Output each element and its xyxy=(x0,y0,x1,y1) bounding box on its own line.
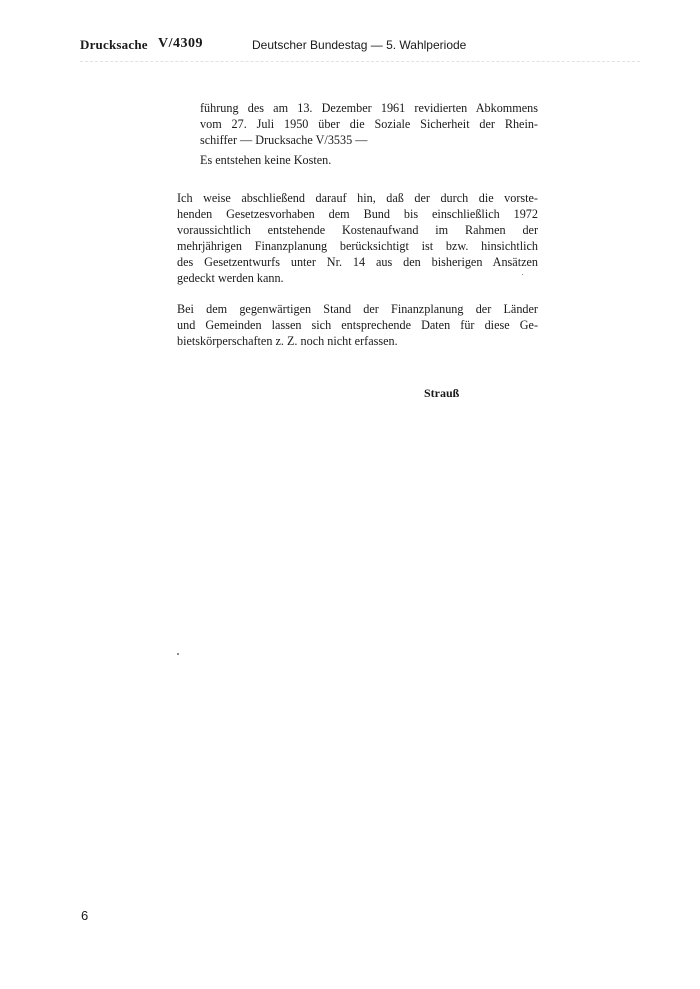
continuation-paragraph xyxy=(200,100,538,148)
text-line: Ich weise abschließend darauf hin, daß der durch die vorste- xyxy=(177,191,538,205)
text-line: Bei dem gegenwärtigen Stand der Finanzplanung der Länder xyxy=(177,302,538,316)
text-line: führung des am 13. Dezember 1961 revidierten Abkommens xyxy=(200,101,538,115)
scan-speck xyxy=(522,274,523,275)
header-rule xyxy=(80,61,640,62)
text-line: Es entstehen keine Kosten. xyxy=(200,153,332,167)
text-line: und Gemeinden lassen sich entsprechende Daten für diese Ge- xyxy=(177,318,538,332)
signature: Strauß xyxy=(424,386,460,400)
text-line: gedeckt werden kann. xyxy=(177,271,284,285)
text-line: schiffer — Drucksache V/3535 — xyxy=(200,133,368,147)
text-line: mehrjährigen Finanzplanung berücksichtigt ist bzw. hinsichtlich xyxy=(177,239,538,253)
page-number: 6 xyxy=(81,908,89,923)
text-line: vom 27. Juli 1950 über die Soziale Sicherheit der Rhein- xyxy=(200,117,538,131)
page-header xyxy=(80,37,640,57)
header-title: Deutscher Bundestag — 5. Wahlperiode xyxy=(252,38,467,52)
scan-speck xyxy=(177,653,179,655)
cost-note-paragraph xyxy=(177,190,538,286)
text-line: voraussichtlich entstehende Kostenaufwand im Rahmen der xyxy=(177,223,538,237)
document-number: V/4309 xyxy=(158,36,203,51)
text-line: bietskörperschaften z. Z. noch nicht erfassen. xyxy=(177,334,398,348)
document-type-label: Drucksache xyxy=(80,37,148,52)
costs-paragraph xyxy=(200,152,538,168)
text-line: des Gesetzentwurfs unter Nr. 14 aus den bisherigen Ansätzen xyxy=(177,255,538,269)
laender-paragraph xyxy=(177,301,538,349)
text-line: henden Gesetzesvorhaben dem Bund bis einschließlich 1972 xyxy=(177,207,538,221)
